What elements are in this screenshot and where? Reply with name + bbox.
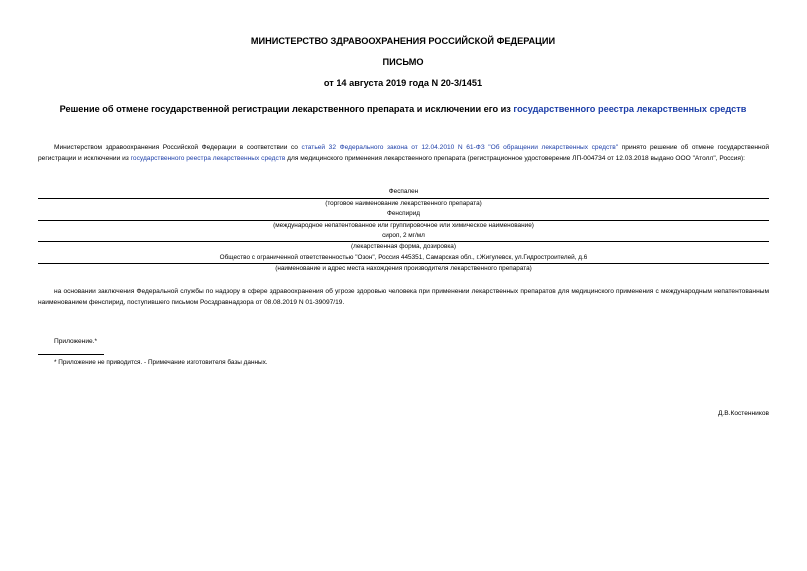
manufacturer-value: Общество с ограниченной ответственностью "Озон", Россия 445351, Самарская обл., г.Жигулевск, ул.Гидростроителей, д.6 bbox=[219, 254, 588, 261]
signature: Д.В.Костенников bbox=[717, 410, 769, 417]
trade-name-caption: (торговое наименование лекарственного препарата) bbox=[325, 200, 482, 207]
appendix-label: Приложение.* bbox=[54, 338, 98, 345]
dosage-value: сироп, 2 мг/мл bbox=[382, 232, 425, 239]
dosage-caption: (лекарственная форма, дозировка) bbox=[350, 243, 456, 250]
footnote: * Приложение не приводится. - Примечание изготовителя базы данных. bbox=[54, 359, 268, 366]
inn-caption: (международное непатентованное или группировочное или химическое наименование) bbox=[273, 222, 534, 229]
intro-text-3: для медицинского применения лекарственного препарата (регистрационное удостоверение ЛП-004734 от 12.03.2018 выдано ООО "Атолл", Россия): bbox=[285, 155, 745, 162]
subject-text: Решение об отмене государственной регистрации лекарственного препарата и исключении его из bbox=[59, 104, 514, 114]
law-article-link[interactable]: статьей 32 Федерального закона от 12.04.2010 N 61-ФЗ "Об обращении лекарственных средств" bbox=[301, 144, 619, 151]
intro-text-2: принято решение об отмене государственной регистрации и исключении из bbox=[38, 144, 769, 162]
intro-text-1: Министерством здравоохранения Российской Федерации в соответствии со bbox=[54, 144, 302, 151]
document-type: ПИСЬМО bbox=[382, 57, 424, 67]
registry-link[interactable]: государственного реестра лекарственных средств bbox=[130, 155, 286, 162]
document-date-number: от 14 августа 2019 года N 20-3/1451 bbox=[323, 78, 483, 88]
trade-name-value: Феспален bbox=[388, 188, 419, 195]
subject-registry-link[interactable]: государственного реестра лекарственных средств bbox=[513, 104, 747, 114]
footnote-divider bbox=[38, 354, 104, 355]
basis-paragraph: на основании заключения Федеральной службы по надзору в сфере здравоохранения об угрозе здоровью человека при применении лекарственных препаратов для медицинского применения с международным непатентованным наименованием фенспирид, поступившего письмом Росздравнадзора от 08.08.2019 N 01-39097/19. bbox=[38, 288, 769, 306]
manufacturer-caption: (наименование и адрес места нахождения производителя лекарственного препарата) bbox=[275, 265, 532, 272]
intro-paragraph bbox=[38, 142, 769, 164]
inn-value: Фенспирид bbox=[386, 210, 421, 217]
document-subject bbox=[38, 104, 768, 114]
ministry-heading: МИНИСТЕРСТВО ЗДРАВООХРАНЕНИЯ РОССИЙСКОЙ ФЕДЕРАЦИИ bbox=[250, 36, 556, 46]
